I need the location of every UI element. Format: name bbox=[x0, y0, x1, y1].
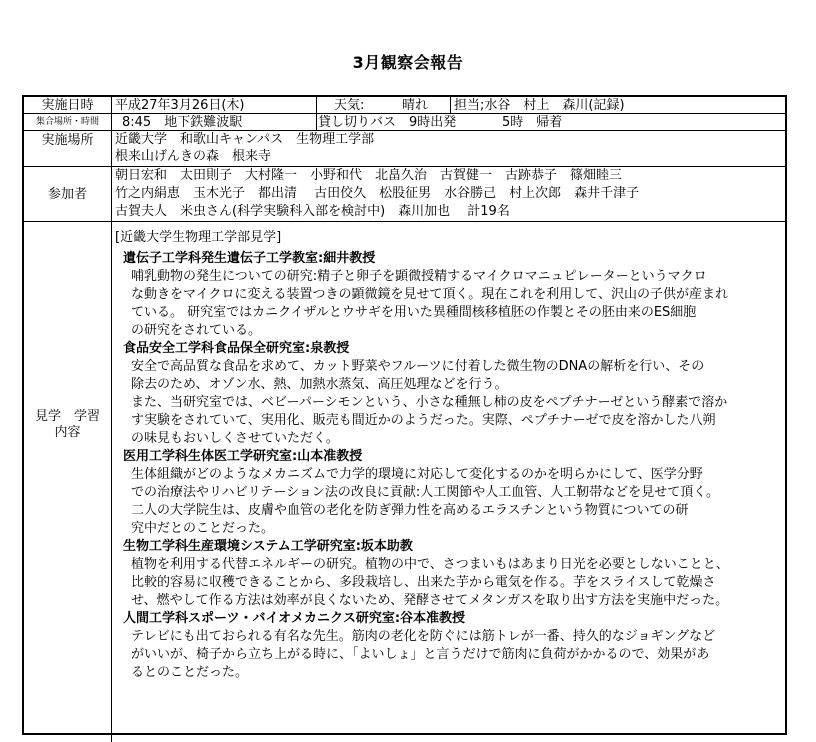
paragraph-line: の味見もおいしくさせていただく。 bbox=[131, 431, 339, 446]
report-table bbox=[22, 95, 787, 735]
content-body bbox=[112, 222, 781, 742]
weather-label: 天気: bbox=[334, 97, 365, 113]
lab-heading: 人間工学科スポーツ・バイオメカニクス研究室:谷本准教授 bbox=[123, 611, 466, 626]
meeting-time-place: 8:45 地下鉄難波駅 bbox=[122, 114, 243, 130]
participants-value bbox=[115, 167, 781, 221]
lab-heading: 遺伝子工学科発生遺伝子工学教室:細井教授 bbox=[123, 251, 376, 266]
place-line: 近畿大学 和歌山キャンパス 生物理工学部 bbox=[115, 132, 375, 147]
paragraph-line: 二人の大学院生は、皮膚や血管の老化を防ぎ弾力性を高めるエラスチンという物質についての研 bbox=[131, 503, 689, 518]
lab-heading: 食品安全工学科食品保全研究室:泉教授 bbox=[123, 341, 350, 356]
participants-line: 朝日宏和 太田則子 大村隆一 小野和代 北畠久治 古賀健一 古跡恭子 篠畑睦三 bbox=[115, 168, 623, 183]
divider bbox=[316, 114, 317, 130]
weather-value: 晴れ bbox=[402, 97, 429, 113]
content-label bbox=[24, 222, 112, 742]
date-label: 実施日時 bbox=[24, 97, 112, 113]
paragraph-line: の研究をされている。 bbox=[131, 323, 262, 338]
paragraph-line: テレビにも出ておられる有名な先生。筋肉の老化を防ぐには筋トレが一番、持久的なジョギングなど bbox=[131, 629, 716, 644]
paragraph-line: ている。 研究室ではカニクイザルとウサギを用いた異種間核移植胚の作製とその胚由来のES細胞 bbox=[131, 305, 697, 320]
paragraph-line: がいいが、椅子から立ち上がる時に、「よいしょ」と言うだけで筋肉に負荷がかかるので、効果があ bbox=[131, 647, 710, 662]
participants-label: 参加者 bbox=[24, 167, 112, 221]
content-label-line: 見学 学習 bbox=[34, 409, 100, 424]
divider bbox=[450, 97, 451, 113]
paragraph-line: るとのことだった。 bbox=[131, 665, 249, 680]
place-label: 実施場所 bbox=[24, 131, 112, 166]
paragraph-line: での治療法やリハビリテーション法の改良に貢献:人工関節や人工血管、人工靭帯などを見せて頂く。 bbox=[131, 485, 719, 500]
paragraph-line: 植物を利用する代替エネルギーの研究。植物の中で、さつまいもはあまり日光を必要としないことと、 bbox=[131, 557, 729, 572]
bus-departure: 貸し切りバス 9時出発 bbox=[318, 114, 457, 130]
paragraph-line: な動きをマイクロに変える装置つきの顕微鏡を見せて頂く。現在これを利用して、沢山の子供が産まれ bbox=[131, 287, 728, 302]
participants-line: 竹之内絹恵 玉木光子 都出清 古田佼久 松股征男 水谷勝己 村上次郎 森井千津子 bbox=[115, 186, 640, 201]
staff-value: 担当;水谷 村上 森川(記録) bbox=[454, 97, 625, 113]
content-row bbox=[24, 222, 785, 742]
place-line: 根来山げんきの森 根来寺 bbox=[115, 149, 272, 164]
meeting-row bbox=[24, 114, 785, 131]
paragraph-line: 生体組織がどのようなメカニズムで力学的環境に対応して変化するのかを明らかにして、医学分野 bbox=[131, 467, 703, 482]
participants-line: 古賀夫人 米虫さん(科学実験科入部を検討中) 森川加也 計19名 bbox=[115, 204, 510, 219]
divider bbox=[316, 97, 317, 113]
paragraph-line: また、当研究室では、ベビーパーシモンという、小さな種無し柿の皮をペプチナーゼという酵素で溶か bbox=[131, 395, 728, 410]
paragraph-line: せ、燃やして作る方法は効率が良くないため、発酵させてメタンガスを取り出す方法を実施中だった。 bbox=[131, 593, 729, 608]
report-title: 3月観察会報告 bbox=[352, 53, 464, 72]
place-row bbox=[24, 131, 785, 167]
paragraph-line: 究中だとのことだった。 bbox=[131, 521, 275, 536]
place-value bbox=[115, 131, 781, 166]
lab-heading: 生物工学科生産環境システム工学研究室:坂本助教 bbox=[123, 539, 413, 554]
date-value: 平成27年3月26日(木) bbox=[115, 97, 245, 113]
return-time: 5時 帰着 bbox=[502, 114, 563, 130]
section-heading: [近畿大学生物理工学部見学] bbox=[115, 230, 282, 245]
lab-heading: 医用工学科生体医工学研究室:山本准教授 bbox=[123, 449, 363, 464]
paragraph-line: 除去のため、オゾン水、熱、加熱水蒸気、高圧処理などを行う。 bbox=[131, 377, 508, 392]
paragraph-line: 哺乳動物の発生についての研究:精子と卵子を顕微授精するマイクロマニュピレーターというマクロ bbox=[131, 269, 707, 284]
paragraph-line: 安全で高品質な食品を求めて、カット野菜やフルーツに付着した微生物のDNAの解析を行い、その bbox=[131, 359, 705, 374]
participants-row bbox=[24, 167, 785, 222]
paragraph-line: 比較的容易に収穫できることから、多段栽培し、出来た芋から電気を作る。芋をスライスして乾燥さ bbox=[131, 575, 716, 590]
content-label-line: 内容 bbox=[54, 425, 81, 440]
meeting-label: 集合場所・時間 bbox=[24, 114, 112, 130]
paragraph-line: す実験をされていて、実用化、販売も間近かのようだった。実際、ペプチナーゼで皮を溶かした八朔 bbox=[131, 413, 716, 428]
date-row bbox=[24, 97, 785, 114]
